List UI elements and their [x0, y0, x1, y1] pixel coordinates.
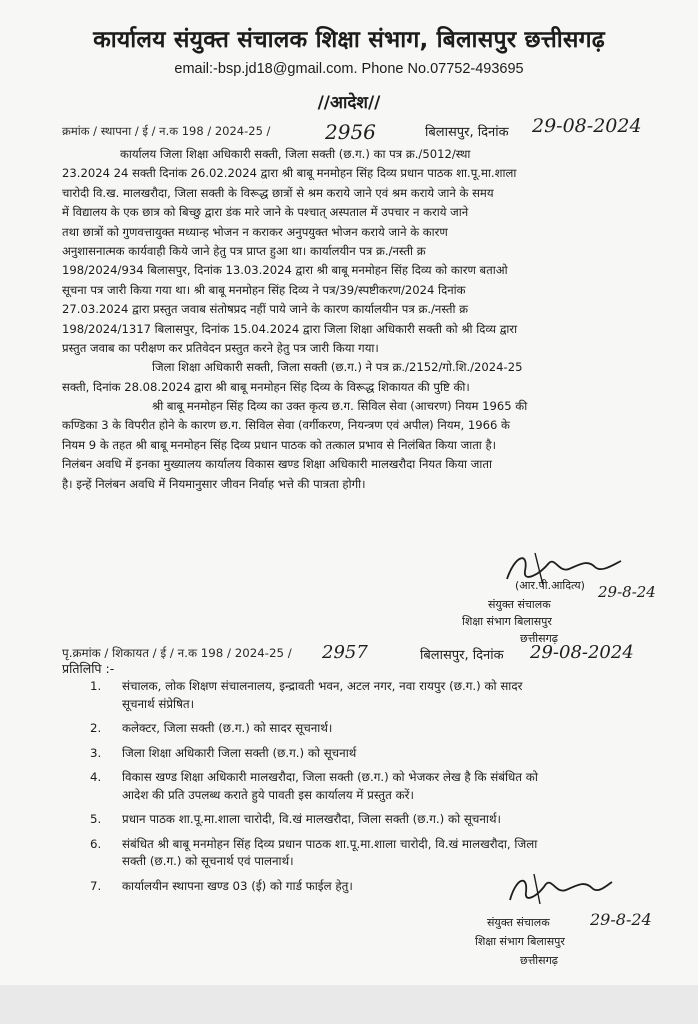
body-line: सूचना पत्र जारी किया गया था। श्री बाबू मनमोहन सिंह दिव्य ने पत्र/39/स्पष्टीकरण/2024 दिनांक	[62, 282, 466, 297]
body-line: 198/2024/1317 बिलासपुर, दिनांक 15.04.2024 द्वारा जिला शिक्षा अधिकारी सक्ती को श्री दिव्य द्वारा	[62, 321, 518, 336]
copy-list-item	[90, 836, 650, 871]
signatory-office-2: शिक्षा संभाग बिलासपुर	[475, 935, 565, 948]
body-line: 198/2024/934 बिलासपुर, दिनांक 13.03.2024 द्वारा श्री बाबू मनमोहन सिंह दिव्य को कारण बताओ	[62, 263, 508, 278]
body-line: प्रस्तुत जवाब का परीक्षण कर प्रतिवेदन प्रस्तुत करने हेतु पत्र जारी किया गया।	[62, 340, 379, 355]
viewer-bottom-strip	[0, 985, 698, 1024]
body-line: नियम 9 के तहत श्री बाबू मनमोहन सिंह दिव्य प्रधान पाठक को तत्काल प्रभाव से निलंबित किया जाता है।	[62, 437, 497, 452]
order-number-handwritten: 2956	[325, 120, 376, 144]
copy-item-text: आदेश की प्रति उपलब्ध कराते हुये पावती इस कार्यालय में प्रस्तुत करें।	[122, 787, 414, 802]
signature-scribble-2	[500, 870, 620, 910]
signatory-designation-2: संयुक्त संचालक	[487, 916, 550, 929]
copy-list-item	[90, 769, 650, 804]
copy-place-date-label: बिलासपुर, दिनांक	[420, 648, 504, 663]
body-line: जिला शिक्षा अधिकारी सक्ती, जिला सक्ती (छ.ग.) ने पत्र क्र./2152/गो.शि./2024-25	[152, 360, 523, 375]
body-line: 27.03.2024 द्वारा प्रस्तुत जवाब संतोषप्रद नहीं पाये जाने के कारण कार्यालयीन पत्र क्र./नस्ती क्र	[62, 302, 469, 317]
order-reference: क्रमांक / स्थापना / ई / न.क 198 / 2024-25 /	[62, 124, 271, 138]
copy-item-text: प्रधान पाठक शा.पू.मा.शाला चारोदी, वि.खं मालखरौदा, जिला सक्ती (छ.ग.) को सूचनार्थ।	[122, 812, 501, 826]
signatory-state-1: छत्तीसगढ़	[520, 632, 558, 645]
copy-reference: पृ.क्रमांक / शिकायत / ई / न.क 198 / 2024-25 /	[62, 646, 292, 660]
copy-number-handwritten: 2957	[322, 642, 368, 663]
copy-item-number: 3.	[90, 745, 102, 760]
body-line: है। इन्हें निलंबन अवधि में नियमानुसार जीवन निर्वाह भत्ते की पात्रता होगी।	[62, 476, 366, 491]
order-date-handwritten: 29-08-2024	[532, 115, 642, 137]
body-line: निलंबन अवधि में इनका मुख्यालय कार्यालय विकास खण्ड शिक्षा अधिकारी मालखरौदा नियत किया जाता	[62, 457, 492, 472]
signatory-name-1: (आर.पी.आदित्य)	[515, 579, 585, 592]
signatory-office-1: शिक्षा संभाग बिलासपुर	[462, 615, 552, 628]
copy-item-number: 7.	[90, 878, 102, 893]
copy-item-text: सूचनार्थ संप्रेषित।	[122, 696, 195, 711]
body-line: में विद्यालय के एक छात्र को बिच्छु द्वारा डंक मारे जाने के पश्चात् अस्पताल में उपचार न कराये जाने	[62, 205, 469, 220]
order-heading: //आदेश//	[317, 93, 381, 113]
copy-item-text: जिला शिक्षा अधिकारी जिला सक्ती (छ.ग.) को सूचनार्थ	[122, 745, 357, 760]
body-line: तथा छात्रों को गुणवत्तायुक्त मध्यान्ह भोजन न कराकर अनुपयुक्त भोजन कराये जाने के कारण	[62, 224, 448, 239]
body-line: चारोदी वि.ख. मालखरौदा, जिला सक्ती के विरूद्ध छात्रों से श्रम कराये जाने एवं श्रम कराये जाने के समय	[62, 185, 494, 200]
body-line: कण्डिका 3 के विपरीत होने के कारण छ.ग. सिविल सेवा (वर्गीकरण, नियन्त्रण एवं अपील) नियम, 1966 के	[62, 418, 510, 433]
copy-item-text: संबंधित श्री बाबू मनमोहन सिंह दिव्य प्रधान पाठक शा.पू.मा.शाला चारोदी, वि.खं मालखरौदा, जिला	[122, 836, 538, 851]
copy-item-number: 5.	[90, 812, 102, 826]
signatory-state-2: छत्तीसगढ़	[520, 954, 558, 967]
body-line: अनुशासनात्मक कार्यवाही किये जाने हेतु पत्र प्राप्त हुआ था। कार्यालयीन पत्र क्र./नस्ती क्र	[62, 243, 426, 258]
contact-line: email:-bsp.jd18@gmail.com. Phone No.07752-493695	[174, 61, 524, 77]
copy-item-text: सक्ती (छ.ग.) को सूचनार्थ एवं पालनार्थ।	[122, 854, 294, 868]
copy-item-text: संचालक, लोक शिक्षण संचालनालय, इन्द्रावती भवन, अटल नगर, नवा रायपुर (छ.ग.) को सादर	[122, 679, 523, 693]
office-title: कार्यालय संयुक्त संचालक शिक्षा संभाग, बिलासपुर छत्तीसगढ़	[93, 27, 605, 53]
copy-item-text: विकास खण्ड शिक्षा अधिकारी मालखरौदा, जिला सक्ती (छ.ग.) को भेजकर लेख है कि संबंधित को	[122, 770, 538, 784]
body-line: 23.2024 24 सक्ती दिनांक 26.02.2024 द्वारा श्री बाबू मनमोहन सिंह दिव्य प्रधान पाठक शा.पू.मा.शाला	[62, 166, 517, 181]
copy-list-item	[90, 720, 650, 738]
signature-date-2: 29-8-24	[590, 910, 652, 929]
copy-item-number: 6.	[90, 836, 102, 851]
pratilipi-label: प्रतिलिपि :-	[62, 661, 115, 676]
copy-list-item	[90, 678, 650, 713]
copy-item-number: 1.	[90, 679, 102, 693]
signature-date-1: 29-8-24	[598, 583, 656, 601]
order-body	[62, 145, 642, 494]
order-place-date-label: बिलासपुर, दिनांक	[425, 125, 509, 140]
body-line: श्री बाबू मनमोहन सिंह दिव्य का उक्त कृत्य छ.ग. सिविल सेवा (आचरण) नियम 1965 की	[152, 399, 528, 414]
copy-item-number: 4.	[90, 770, 102, 784]
signatory-designation-1: संयुक्त संचालक	[488, 598, 551, 611]
copy-date-handwritten: 29-08-2024	[530, 642, 634, 663]
copy-list-item	[90, 745, 650, 763]
body-line: कार्यालय जिला शिक्षा अधिकारी सक्ती, जिला सक्ती (छ.ग.) का पत्र क्र./5012/स्था	[120, 147, 471, 161]
body-line: सक्ती, दिनांक 28.08.2024 द्वारा श्री बाबू मनमोहन सिंह दिव्य के विरूद्ध शिकायत की पुष्टि की।	[62, 379, 470, 394]
copy-item-text: कार्यालयीन स्थापना खण्ड 03 (ई) को गार्ड फाईल हेतु।	[122, 878, 353, 893]
copy-list-item	[90, 811, 650, 829]
copy-item-number: 2.	[90, 721, 102, 735]
copy-list	[90, 678, 650, 895]
copy-item-text: कलेक्टर, जिला सक्ती (छ.ग.) को सादर सूचनार्थ।	[122, 721, 333, 735]
